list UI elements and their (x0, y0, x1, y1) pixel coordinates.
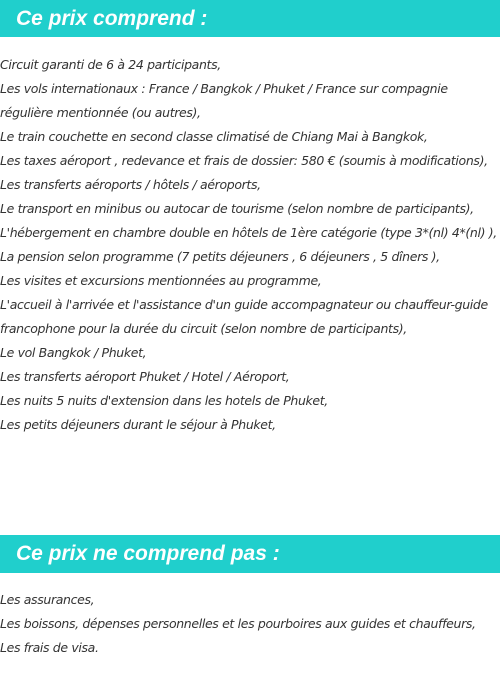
list-item: Les petits déjeuners durant le séjour à Phuket, (0, 417, 276, 432)
list-item: Les vols internationaux : France / Bangkok / Phuket / France sur compagnie régulière mentionnée (ou autres), (0, 81, 448, 120)
includes-section-title: Ce prix comprend : (0, 0, 500, 37)
list-item: Les nuits 5 nuits d'extension dans les hotels de Phuket, (0, 393, 328, 408)
list-item: L'hébergement en chambre double en hôtels de 1ère catégorie (type 3*(nl) 4*(nl) ), (0, 225, 497, 240)
list-item: L'accueil à l'arrivée et l'assistance d'un guide accompagnateur ou chauffeur-guide francophone pour la durée du circuit (selon nombre de participants), (0, 297, 488, 336)
list-item: Les visites et excursions mentionnées au programme, (0, 273, 322, 288)
list-item: Les assurances, (0, 592, 95, 607)
list-item: Les boissons, dépenses personnelles et les pourboires aux guides et chauffeurs, (0, 616, 476, 631)
list-item: Les taxes aéroport , redevance et frais de dossier: 580 € (soumis à modifications), (0, 153, 488, 168)
includes-list (0, 53, 500, 437)
list-item: Le vol Bangkok / Phuket, (0, 345, 147, 360)
list-item: Circuit garanti de 6 à 24 participants, (0, 57, 221, 72)
list-item: Les frais de visa. (0, 640, 99, 655)
list-item: Les transferts aéroport Phuket / Hotel / Aéroport, (0, 369, 290, 384)
list-item: La pension selon programme (7 petits déjeuners , 6 déjeuners , 5 dîners ), (0, 249, 440, 264)
list-item: Le train couchette en second classe climatisé de Chiang Mai à Bangkok, (0, 129, 428, 144)
excludes-section-title: Ce prix ne comprend pas : (0, 535, 500, 573)
excludes-list (0, 588, 500, 660)
list-item: Le transport en minibus ou autocar de tourisme (selon nombre de participants), (0, 201, 474, 216)
list-item: Les transferts aéroports / hôtels / aéroports, (0, 177, 261, 192)
